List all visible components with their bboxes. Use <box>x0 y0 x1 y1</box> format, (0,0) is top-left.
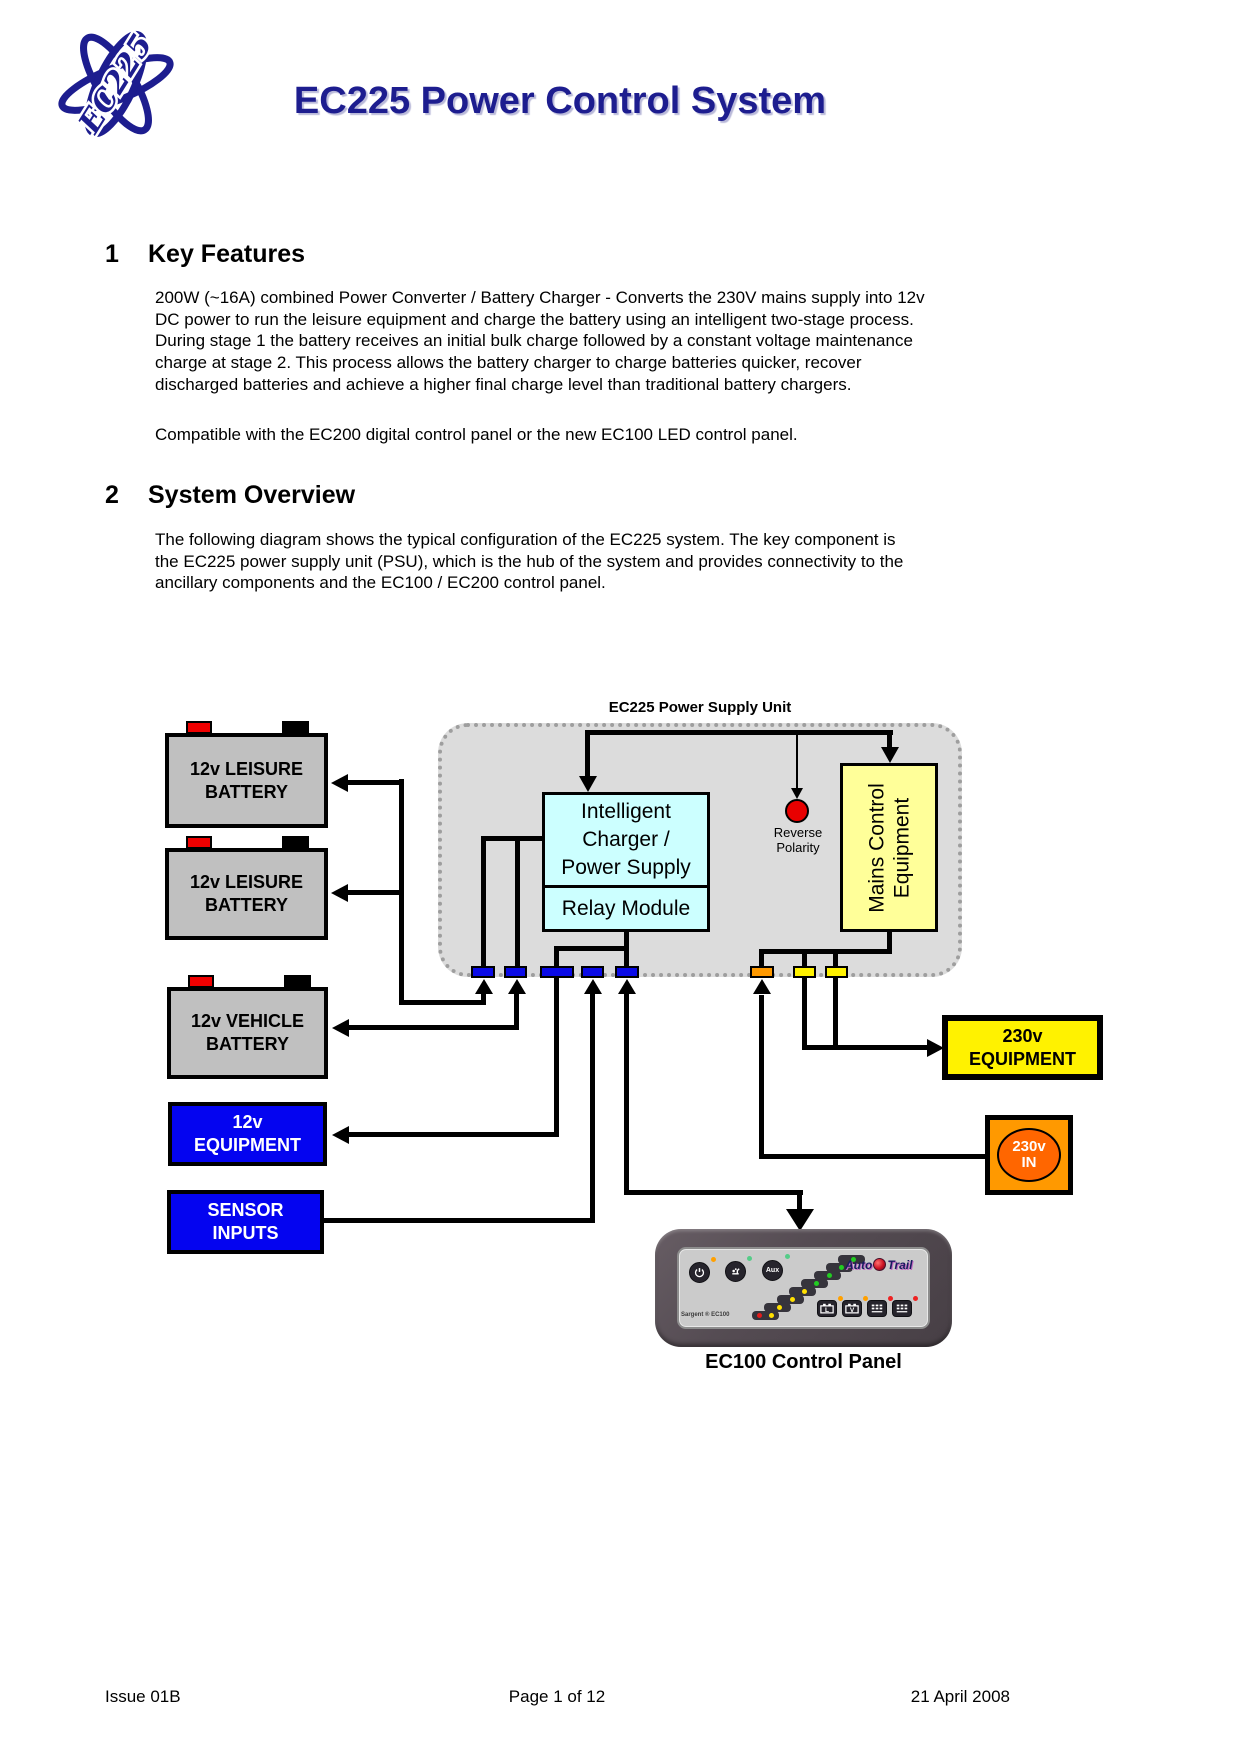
wire <box>759 1154 986 1159</box>
heater-button-1 <box>867 1300 887 1317</box>
footer-page-number: Page 1 of 12 <box>508 1687 606 1706</box>
wire <box>481 836 486 968</box>
section-2-heading: System Overview <box>148 481 356 509</box>
yellow-led <box>769 1313 774 1318</box>
psu-title: EC225 Power Supply Unit <box>608 699 792 716</box>
label-line: 12v LEISURE <box>189 758 304 779</box>
button-led <box>838 1296 843 1301</box>
wire <box>624 993 629 1193</box>
autotrail-logo <box>845 1258 912 1272</box>
aux-button <box>762 1260 783 1281</box>
sensor-inputs-box <box>167 1190 324 1254</box>
label-line: 12v VEHICLE <box>190 1011 305 1031</box>
wire <box>481 836 545 841</box>
green-led <box>839 1265 844 1270</box>
arrow-right-icon <box>927 1039 944 1057</box>
wire <box>322 1218 595 1223</box>
wire <box>554 978 559 1137</box>
label-line: EQUIPMENT <box>193 1135 301 1155</box>
led-slat <box>764 1303 791 1312</box>
red-led <box>757 1313 762 1318</box>
brand-text: Trail <box>887 1258 913 1272</box>
equipment-230v-box <box>942 1015 1103 1080</box>
pump-led <box>747 1256 752 1261</box>
arrow-up-icon <box>753 979 771 994</box>
yellow-connector <box>793 966 816 978</box>
svg-text:V: V <box>849 1307 855 1314</box>
wire <box>347 780 404 785</box>
led-slat <box>801 1279 828 1288</box>
body-line: The following diagram shows the typical configuration of the EC225 system. The key component is <box>155 530 896 549</box>
leisure-battery-2 <box>165 848 328 940</box>
wire <box>796 733 798 788</box>
footer-date: 21 April 2008 <box>910 1687 1010 1706</box>
label-line: 230v <box>1012 1138 1046 1155</box>
section-2-number: 2 <box>105 481 119 509</box>
reverse-polarity-indicator <box>785 799 809 823</box>
power-button <box>689 1262 710 1283</box>
orange-connector <box>750 966 774 978</box>
water-pump-icon <box>730 1266 741 1277</box>
intelligent-charger-box <box>542 792 710 888</box>
equipment-12v-box <box>168 1102 327 1166</box>
wire <box>797 1190 802 1210</box>
arrow-up-icon <box>475 979 493 994</box>
arrow-down-icon <box>791 788 803 799</box>
wire <box>759 949 892 954</box>
arrow-down-icon <box>579 776 597 792</box>
battery-L-icon <box>820 1303 834 1314</box>
arrow-down-icon <box>786 1209 814 1231</box>
yellow-led <box>790 1297 795 1302</box>
body-line: discharged batteries and achieve a higher final charge level than traditional battery chargers. <box>155 374 852 394</box>
wire <box>514 993 519 1030</box>
footer-issue: Issue 01B <box>105 1687 181 1706</box>
wire <box>585 730 590 776</box>
section-2-paragraph-1 <box>155 529 903 594</box>
label-line: Relay Module <box>561 896 691 920</box>
label-line: Intelligent <box>581 800 671 823</box>
blue-connector <box>615 966 639 978</box>
arrow-left-icon <box>331 884 348 902</box>
wire <box>515 836 520 968</box>
yellow-connector <box>825 966 848 978</box>
button-led <box>913 1296 918 1301</box>
aux-led <box>785 1254 790 1259</box>
power-led <box>711 1257 716 1262</box>
body-line: During stage 1 the battery receives an initial bulk charge followed by a constant voltage maintenance <box>155 331 913 351</box>
wire <box>348 1132 557 1137</box>
body-line: 200W (~16A) combined Power Converter / Battery Charger - Converts the 230V mains supply into 12v <box>155 288 925 307</box>
led-slat <box>789 1287 816 1296</box>
blue-connector <box>540 966 574 978</box>
label-line: 12v LEISURE <box>189 872 304 892</box>
leisure-battery-check-button <box>817 1300 837 1317</box>
battery-V-icon <box>845 1303 859 1314</box>
wire <box>399 1000 486 1005</box>
body-line: DC power to run the leisure equipment and charge the battery using an intelligent two-stage process. <box>155 309 914 329</box>
wire <box>802 1045 929 1050</box>
wire <box>590 993 595 1221</box>
green-led <box>814 1281 819 1286</box>
relay-module-box <box>542 888 710 932</box>
wire <box>833 978 838 1050</box>
label-line: 12v <box>232 1112 263 1132</box>
mains-in-230v-box <box>985 1115 1073 1195</box>
mains-control-equipment-box <box>840 763 938 932</box>
label-line: INPUTS <box>212 1223 279 1243</box>
label-line: BATTERY <box>205 895 288 915</box>
arrow-down-icon <box>881 747 899 763</box>
section-1-heading: Key Features <box>148 240 306 268</box>
body-line: Compatible with the EC200 digital control panel or the new EC100 LED control panel. <box>155 425 798 444</box>
label-line: Polarity <box>776 840 820 855</box>
section-1-number: 1 <box>105 240 119 268</box>
wire <box>554 946 559 968</box>
body-line: the EC225 power supply unit (PSU), which is the hub of the system and provides connectivity to the <box>155 551 904 571</box>
heater-button-2 <box>892 1300 912 1317</box>
led-slat <box>814 1271 841 1280</box>
label-line: Power Supply <box>561 856 691 879</box>
wire <box>759 995 764 1157</box>
panel-small-text: Sargent ® EC100 <box>681 1312 730 1318</box>
power-icon <box>694 1267 705 1278</box>
blue-connector <box>581 966 604 978</box>
arrow-left-icon <box>332 1126 349 1144</box>
yellow-led <box>802 1289 807 1294</box>
wire <box>348 1025 519 1030</box>
label-line: Mains Control <box>865 782 888 913</box>
label-line: SENSOR <box>207 1200 284 1220</box>
reverse-polarity-label <box>755 825 841 855</box>
label-line: Charger / <box>582 828 670 851</box>
vehicle-battery-check-button <box>842 1300 862 1317</box>
rotated-label <box>864 763 914 932</box>
label-line: BATTERY <box>205 781 288 802</box>
page-title: EC225 Power Control System <box>293 80 827 122</box>
body-line: charge at stage 2. This process allows the battery charger to charge batteries quicker, recover <box>155 353 862 373</box>
leisure-battery-1 <box>165 733 328 828</box>
heater-grid-icon <box>895 1303 909 1314</box>
mains-in-230v-ellipse <box>997 1128 1061 1182</box>
label-line: EQUIPMENT <box>968 1048 1076 1069</box>
arrow-up-icon <box>584 979 602 994</box>
wire <box>554 946 627 951</box>
blue-connector <box>471 966 495 978</box>
arrow-left-icon <box>332 1019 349 1037</box>
wire <box>481 993 486 1003</box>
arrow-left-icon <box>331 774 348 792</box>
water-pump-button <box>725 1261 746 1282</box>
ec100-caption: EC100 Control Panel <box>705 1351 902 1373</box>
section-1-paragraph-1 <box>155 287 925 396</box>
wire <box>802 978 807 1050</box>
body-line: ancillary components and the EC100 / EC200 control panel. <box>155 573 606 593</box>
heater-grid-icon <box>870 1303 884 1314</box>
label-line: 230v <box>1002 1025 1043 1046</box>
wire <box>624 1190 803 1195</box>
label-line: BATTERY <box>206 1034 289 1054</box>
led-slat <box>777 1295 804 1304</box>
button-led <box>863 1296 868 1301</box>
blue-connector <box>504 966 527 978</box>
wire <box>586 730 893 735</box>
aux-label: Aux <box>765 1267 780 1274</box>
section-1-paragraph-2 <box>155 424 798 446</box>
led-slat <box>752 1311 779 1320</box>
label-line: Reverse <box>773 825 823 840</box>
label-line: Equipment <box>890 797 913 898</box>
logo-text: EC225 <box>72 28 160 140</box>
arrow-up-icon <box>618 979 636 994</box>
arrow-up-icon <box>508 979 526 994</box>
button-led <box>888 1296 893 1301</box>
vehicle-battery <box>167 987 328 1079</box>
svg-text:L: L <box>825 1307 829 1314</box>
wire <box>347 890 404 895</box>
label-line: IN <box>1021 1154 1037 1171</box>
autotrail-emblem-icon <box>873 1258 886 1271</box>
brand-text: Auto <box>845 1258 873 1272</box>
yellow-led <box>777 1305 782 1310</box>
green-led <box>827 1273 832 1278</box>
